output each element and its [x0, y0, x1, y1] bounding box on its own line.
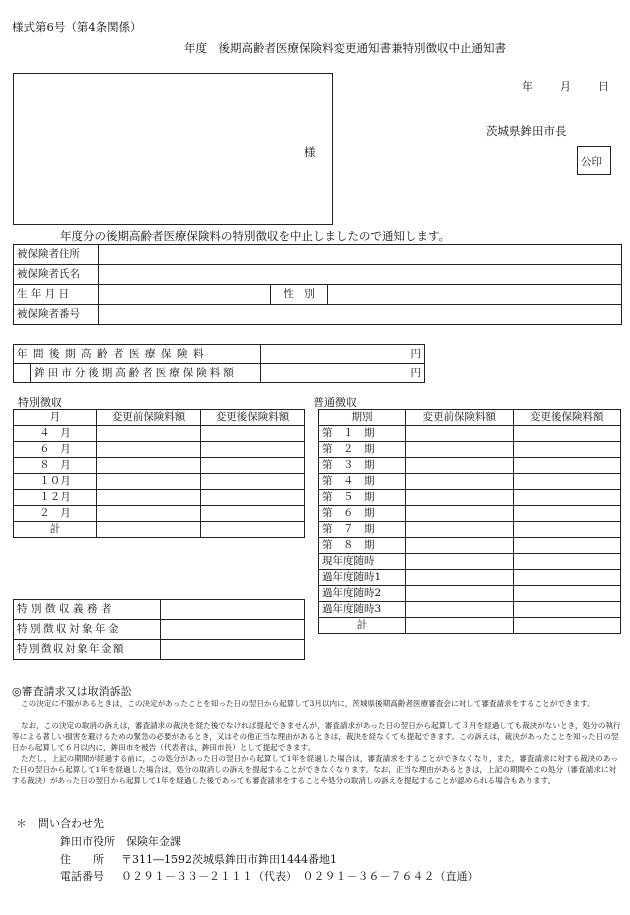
period-cell: 第 ２ 期: [319, 442, 406, 458]
birth-date-label: 生 年 月 日: [14, 285, 99, 305]
address-window-box: [13, 73, 333, 225]
period-header: 期別: [319, 410, 406, 426]
table-row: [14, 410, 305, 426]
table-row: [14, 506, 305, 522]
annual-premium-unit: 円: [261, 345, 425, 364]
table-row: [319, 586, 621, 602]
table-row: [319, 554, 621, 570]
form-number: 様式第6号（第4条関係）: [12, 20, 142, 34]
before-header: 変更前保険料額: [406, 410, 514, 426]
obligor-label: 特別徴収義務者: [14, 600, 161, 620]
after-header: 変更後保険料額: [201, 410, 305, 426]
tokubetsu-table: [13, 409, 305, 538]
period-cell: 第 ４ 期: [319, 474, 406, 490]
pension-label: 特別徴収対象年金: [14, 620, 161, 640]
appeal-heading: ◎審査請求又は取消訴訟: [12, 685, 132, 698]
table-row: [319, 490, 621, 506]
table-row: [319, 506, 621, 522]
insured-address-label: 被保険者住所: [14, 245, 99, 265]
period-cell: 第 ７ 期: [319, 522, 406, 538]
month-cell: ２ 月: [14, 506, 97, 522]
table-row: [14, 474, 305, 490]
table-row: [14, 345, 425, 364]
table-row: [319, 618, 621, 634]
date-month-label: 月: [560, 80, 571, 93]
period-cell: 第 ６ 期: [319, 506, 406, 522]
table-row: [319, 474, 621, 490]
insured-address-value: [99, 245, 622, 265]
period-cell: 第 ３ 期: [319, 458, 406, 474]
appeal-paragraph-2: なお，この決定の取消の訴えは，審査請求の裁決を経た後でなければ提起できませんが，審査請求があった日の翌日から起算して３月を経過しても裁決がないとき，処分の執行等による著しい損害を避けるための緊急の必要があるとき，又はその他正当な理由があるときは，裁決を経なくても提起できます。この訴えは，裁決があったことを知った日の翌日から起算して６月以内に，鉾田市を被告（代表者は，鉾田市長）として提起できます。: [12, 721, 621, 752]
table-row: [14, 265, 622, 285]
notice-text: 年度分の後期高齢者医療保険料の特別徴収を中止しましたので通知します。: [60, 229, 451, 243]
hokota-premium-unit: 円: [261, 364, 425, 383]
table-row: [14, 285, 622, 305]
table-row: [14, 620, 305, 640]
appeal-paragraph-1: この決定に不服があるときは，この決定があったことを知った日の翌日から起算して3月以内に，茨城県後期高齢者医療審査会に対して審査請求をすることができます。: [21, 699, 595, 708]
sex-value: [328, 285, 622, 305]
contact-phone-label: 電話番号: [60, 870, 104, 883]
birth-date-value: [99, 285, 271, 305]
table-row: [319, 538, 621, 554]
contact-phone: ０２９１－３３－２１１１（代表） ０２９１－３６－７６４２（直通）: [121, 870, 479, 883]
obligor-table: [13, 599, 305, 660]
pension-amount-label: 特別徴収対象年金額: [14, 640, 161, 660]
contact-address: 〒311―1592茨城県鉾田市鉾田1444番地1: [121, 853, 337, 866]
period-cell: 現年度随時: [319, 554, 406, 570]
table-row: [14, 426, 305, 442]
table-row: [319, 458, 621, 474]
table-row: [14, 600, 305, 620]
table-row: [14, 640, 305, 660]
contact-address-label: 住 所: [60, 853, 104, 866]
after-header: 変更後保険料額: [513, 410, 621, 426]
table-row: [14, 490, 305, 506]
official-seal-box: [577, 146, 611, 175]
hokota-premium-label: 鉾田市分後期高齢者医療保険料額: [31, 364, 261, 383]
tokubetsu-heading: 特別徴収: [18, 396, 62, 409]
month-cell: ８ 月: [14, 458, 97, 474]
table-row: [319, 570, 621, 586]
month-header: 月: [14, 410, 97, 426]
contact-heading: ＊ 問い合わせ先: [16, 817, 104, 830]
insured-number-value: [99, 305, 622, 325]
futsu-table: [318, 409, 621, 634]
table-row: [319, 602, 621, 618]
date-year-label: 年: [522, 80, 533, 93]
table-row: [14, 442, 305, 458]
insured-number-label: 被保険者番号: [14, 305, 99, 325]
period-cell: 過年度随時1: [319, 570, 406, 586]
period-cell: 過年度随時2: [319, 586, 406, 602]
before-header: 変更前保険料額: [97, 410, 201, 426]
table-row: [319, 522, 621, 538]
period-cell: 第 ５ 期: [319, 490, 406, 506]
month-cell: １２月: [14, 490, 97, 506]
table-row: [14, 245, 622, 265]
table-row: [14, 305, 622, 325]
table-row: [319, 426, 621, 442]
annual-premium-label: 年間後期高齢者医療保険料: [14, 345, 261, 364]
total-cell: 計: [319, 618, 406, 634]
period-cell: 第 ８ 期: [319, 538, 406, 554]
insured-info-table: [13, 244, 622, 325]
period-cell: 過年度随時3: [319, 602, 406, 618]
date-day-label: 日: [598, 80, 609, 93]
issuer-name: 茨城県鉾田市長: [486, 124, 567, 138]
appeal-paragraph-3: ただし，上記の期間が経過する前に，この処分があった日の翌日から起算して1年を経過した場合は，審査請求をすることができなくなり，また，審査請求に対する裁決のあった日の翌日から起算して1年を経過した場合は，処分の取消しの訴えを提起することができなくなります。なお，正当な理由があるときは，上記の期間やこの処分（審査請求に対する裁決）があった日の翌日から起算して1年を経過した後であっても審査請求をすることや処分の取消しの訴えを提起することが認められる場合もあります。: [12, 754, 618, 785]
month-cell: ６ 月: [14, 442, 97, 458]
document-title: 年度 後期高齢者医療保険料変更通知書兼特別徴収中止通知書: [184, 41, 506, 55]
annual-premium-table: [13, 344, 425, 383]
table-row: [319, 442, 621, 458]
total-cell: 計: [14, 522, 97, 538]
futsu-heading: 普通徴収: [313, 396, 357, 409]
contact-office: 鉾田市役所 保険年金課: [60, 835, 181, 848]
period-cell: 第 １ 期: [319, 426, 406, 442]
sex-label: 性 別: [271, 285, 328, 305]
month-cell: １０月: [14, 474, 97, 490]
insured-name-label: 被保険者氏名: [14, 265, 99, 285]
seal-label: 公印: [581, 156, 602, 168]
table-row: [14, 364, 425, 383]
insured-name-value: [99, 265, 622, 285]
table-row: [14, 522, 305, 538]
month-cell: ４ 月: [14, 426, 97, 442]
table-row: [14, 458, 305, 474]
sama-label: 様: [304, 145, 316, 159]
table-row: [319, 410, 621, 426]
